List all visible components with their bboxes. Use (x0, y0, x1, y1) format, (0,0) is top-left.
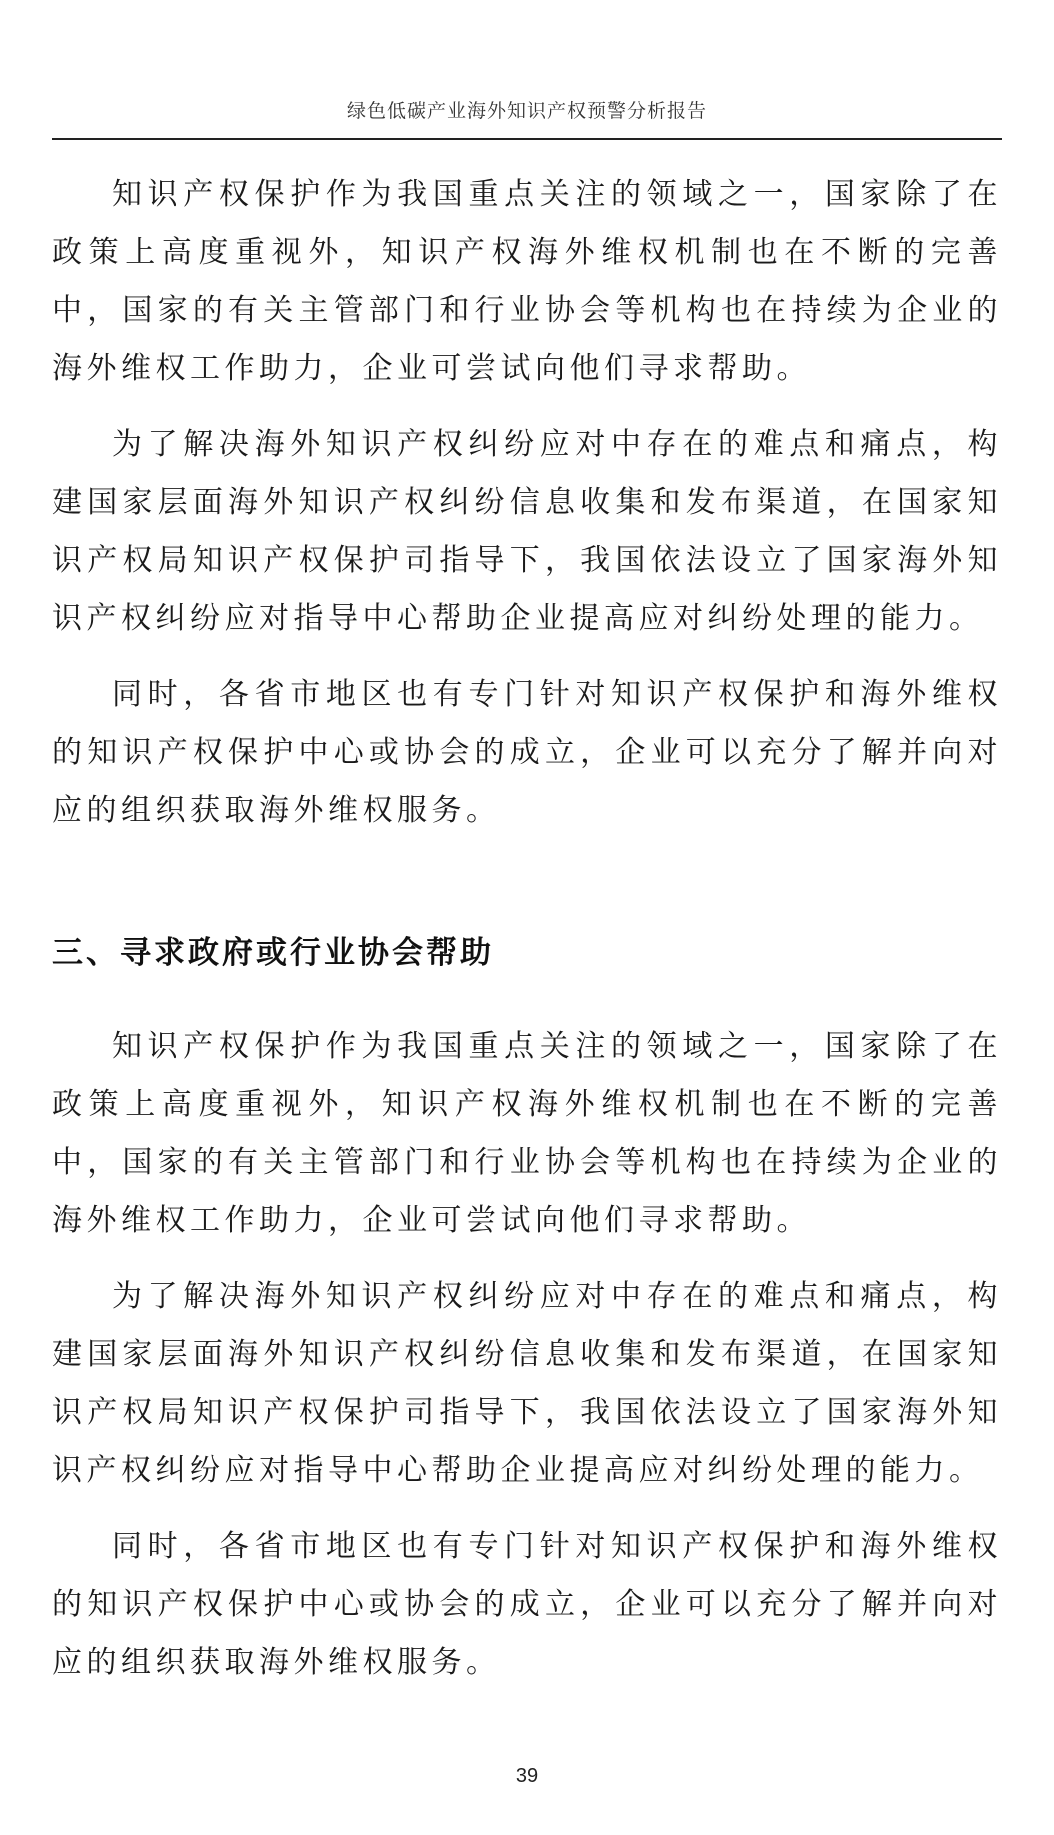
header-divider (52, 138, 1002, 140)
paragraph: 知识产权保护作为我国重点关注的领域之一，国家除了在政策上高度重视外，知识产权海外维权机制也在不断的完善中，国家的有关主管部门和行业协会等机构也在持续为企业的海外维权工作助力，企业可尝试向他们寻求帮助。 (52, 1029, 1002, 1238)
paragraph: 知识产权保护作为我国重点关注的领域之一，国家除了在政策上高度重视外，知识产权海外维权机制也在不断的完善中，国家的有关主管部门和行业协会等机构也在持续为企业的海外维权工作助力，企业可尝试向他们寻求帮助。 (52, 177, 1002, 386)
paragraph: 同时，各省市地区也有专门针对知识产权保护和海外维权的知识产权保护中心或协会的成立，企业可以充分了解并向对应的组织获取海外维权服务。 (52, 677, 1002, 828)
section-three-body (52, 1018, 1002, 1692)
intro-section (52, 166, 1002, 840)
paragraph: 同时，各省市地区也有专门针对知识产权保护和海外维权的知识产权保护中心或协会的成立，企业可以充分了解并向对应的组织获取海外维权服务。 (52, 1529, 1002, 1680)
running-header: 绿色低碳产业海外知识产权预警分析报告 (346, 100, 707, 122)
paragraph: 为了解决海外知识产权纠纷应对中存在的难点和痛点，构建国家层面海外知识产权纠纷信息收集和发布渠道，在国家知识产权局知识产权保护司指导下，我国依法设立了国家海外知识产权纠纷应对指导中心帮助企业提高应对纠纷处理的能力。 (52, 427, 1002, 636)
page-number: 39 (515, 1765, 539, 1787)
section-heading: 三、寻求政府或行业协会帮助 (52, 935, 494, 971)
paragraph: 为了解决海外知识产权纠纷应对中存在的难点和痛点，构建国家层面海外知识产权纠纷信息收集和发布渠道，在国家知识产权局知识产权保护司指导下，我国依法设立了国家海外知识产权纠纷应对指导中心帮助企业提高应对纠纷处理的能力。 (52, 1279, 1002, 1488)
